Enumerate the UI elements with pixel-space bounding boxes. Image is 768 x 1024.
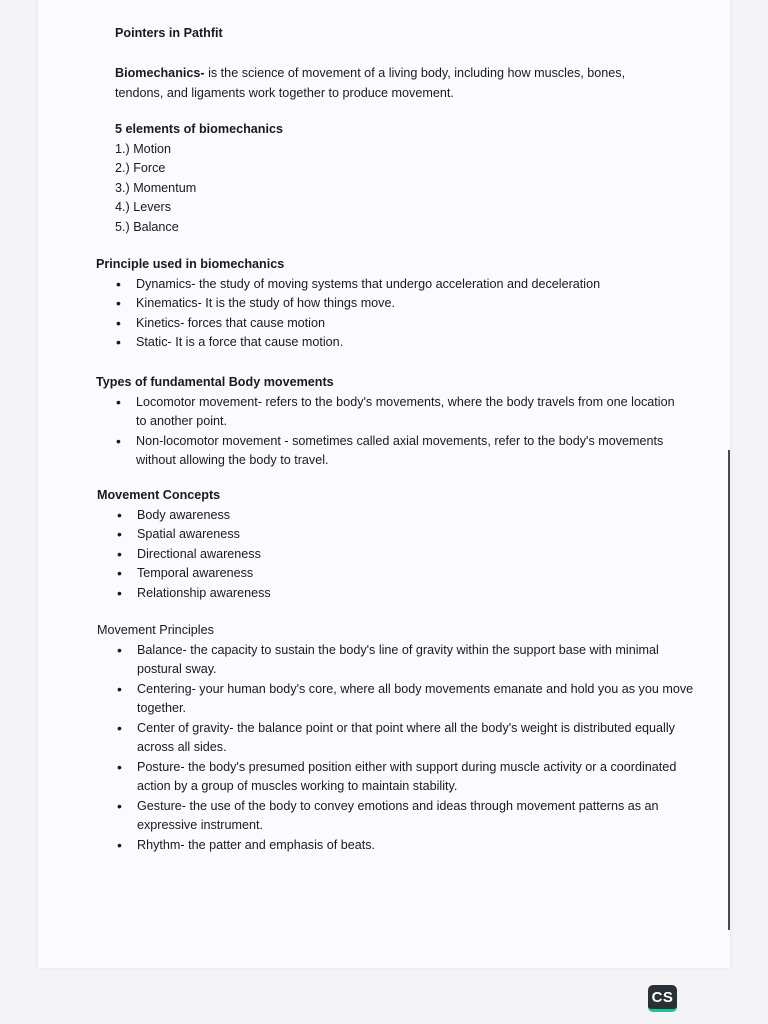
intro-term: Biomechanics- [115,66,205,80]
list-item: • Spatial awareness [117,525,687,545]
concepts-heading: Movement Concepts [97,488,221,502]
movement-principles-heading: Movement Principles [97,623,214,637]
list-item: • Relationship awareness [117,584,687,604]
list-item: • Temporal awareness [117,564,687,584]
list-item: 5.) Balance [115,219,179,234]
list-item: • Kinetics- forces that cause motion [116,314,686,334]
list-item: • Rhythm- the patter and emphasis of beats. [117,836,697,856]
principles-section [96,255,686,353]
list-item: • Locomotor movement- refers to the body's movements, where the body travels from one location to another point. [116,393,686,432]
movement-principles-list [97,641,697,856]
list-item: • Posture- the body's presumed position either with support during muscle activity or a coordinated action by a group of muscles working to maintain stability. [117,758,697,797]
list-item: 3.) Momentum [115,180,197,195]
list-item: • Non-locomotor movement - sometimes called axial movements, refer to the body's movements without allowing the body to travel. [116,432,686,471]
list-item: • Dynamics- the study of moving systems that undergo acceleration and deceleration [116,275,686,295]
principles-heading: Principle used in biomechanics [96,257,285,271]
list-item: • Body awareness [117,506,687,526]
concepts-section [97,486,687,603]
intro-text: is the science of movement of a living body, including how muscles, bones, tendons, and ligaments work together to produce movement. [115,66,626,100]
list-item: • Center of gravity- the balance point or that point where all the body's weight is distributed equally across all sides. [117,719,697,758]
list-item: 1.) Motion [115,141,171,156]
list-item: • Centering- your human body's core, where all body movements emanate and hold you as you move together. [117,680,697,719]
elements-heading: 5 elements of biomechanics [115,122,283,136]
list-item: 2.) Force [115,161,166,175]
list-item: • Gesture- the use of the body to convey emotions and ideas through movement patterns as an expressive instrument. [117,797,697,836]
list-item: • Balance- the capacity to sustain the body's line of gravity within the support base with minimal postural sway. [117,641,697,680]
intro-paragraph [115,64,645,103]
list-item: 4.) Levers [115,200,171,214]
types-heading: Types of fundamental Body movements [96,375,334,389]
camscanner-logo-icon: CS [648,985,677,1012]
list-item: • Kinematics- It is the study of how things move. [116,294,686,314]
concepts-list [97,506,687,604]
elements-section [115,120,283,237]
types-section [96,373,686,471]
list-item: • Directional awareness [117,545,687,565]
list-item: • Static- It is a force that cause motion. [116,333,686,353]
elements-list [115,140,283,238]
page-title: Pointers in Pathfit [115,26,223,40]
types-list [96,393,686,471]
principles-list [96,275,686,353]
movement-principles-section [97,621,697,855]
